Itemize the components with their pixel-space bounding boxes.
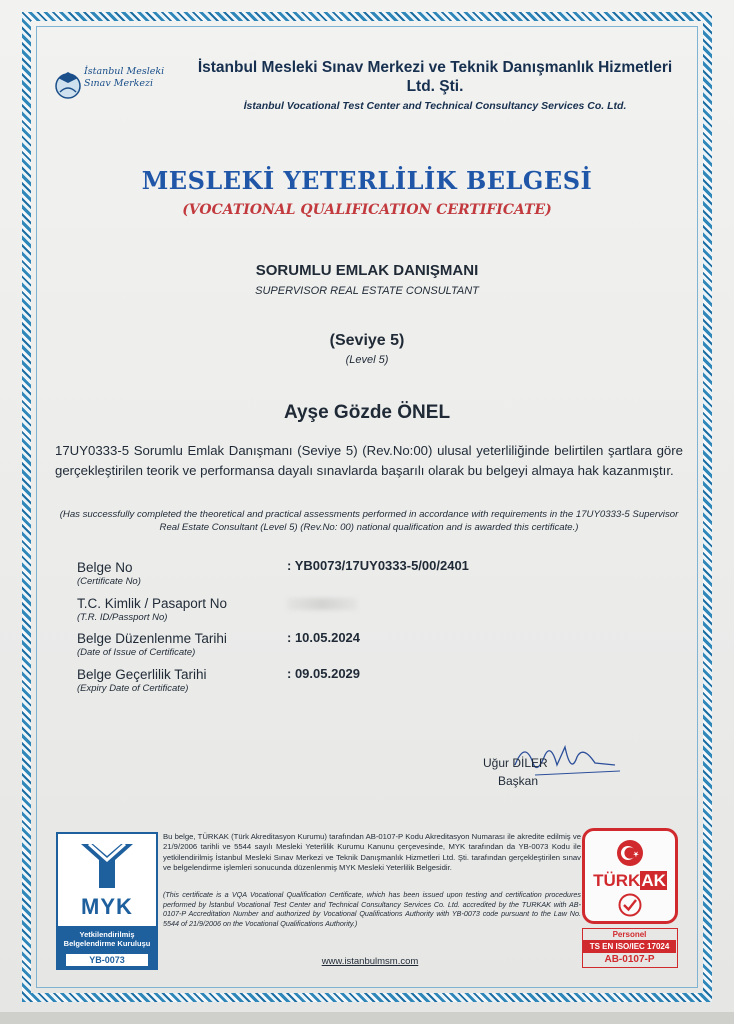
qualification-level: (Seviye 5) [329, 332, 405, 349]
turkak-code: AB-0107-P [604, 954, 655, 965]
field-certificate-no [77, 560, 297, 587]
turkak-badge [582, 828, 678, 924]
turkak-standard: TS EN ISO/IEC 17024 [583, 940, 676, 953]
expiry-date-value: : 09.05.2029 [287, 666, 361, 681]
website-link[interactable]: www.istanbulmsm.com [321, 956, 419, 967]
accreditation-text-en: (This certificate is a VQA Vocational Qualification Certificate, which has been issued upon testing and certification procedures performed by İstanbul Vocational Test Center and Technical Consultancy Services Co. Ltd. accredited by the TURKAK with AB-0107-P Accreditation Number and authorized by Vocational Qualifications Authority with YB-0073 code pursuant to the Law No. 5544 of 21/9/2006 on the Vocational Qualifications Authority.) [163, 890, 581, 928]
crescent-star-icon [616, 839, 644, 867]
field-label-en: (Expiry Date of Certificate) [77, 683, 189, 694]
signatory-title: Başkan [498, 774, 539, 788]
turkak-word [585, 871, 675, 891]
field-label-en: (T.R. ID/Passport No) [77, 612, 168, 623]
myk-authorized-line2: Belgelendirme Kuruluşu [63, 939, 151, 948]
field-label-en: (Date of Issue of Certificate) [77, 647, 196, 658]
accreditation-text-tr: Bu belge, TÜRKAK (Türk Akreditasyon Kurumu) tarafından AB-0107-P Kodu Akreditasyon Numarası ile akredite edilmiş ve 21/9/2006 tarihli ve 5544 sayılı Mesleki Yeterlilik Kurumu Kanunu çerçevesinde, MYK tarafından da YB-0073 Kodu ile yetkilendirilmiş İstanbul Mesleki Sınav Merkezi ve Teknik Danışmanlık Hizmetleri Ltd. Şti. tarafından gerçekleştirilen sınav ve belgelendirme işlemleri sonucunda düzenlenmiş MYK Mesleki Yeterlilik Belgesidir. [163, 832, 581, 873]
id-no-redacted [287, 598, 357, 610]
certificate-title: MESLEKİ YETERLİLİK BELGESİ [141, 166, 593, 195]
bottom-strip [0, 1012, 734, 1024]
issue-date-value: : 10.05.2024 [287, 630, 361, 645]
signatory-name: Uğur DİLER [483, 756, 548, 770]
myk-badge [56, 832, 158, 970]
field-label: Belge No [77, 560, 133, 575]
organization-name-en: İstanbul Vocational Test Center and Technical Consultancy Services Co. Ltd. [243, 100, 627, 112]
turkak-word-a: TÜRK [593, 871, 641, 890]
field-expiry-date [77, 667, 297, 694]
statement-tr: 17UY0333-5 Sorumlu Emlak Danışmanı (Seviye 5) (Rev.No:00) ulusal yeterliliğinde belirtilen şartlara göre gerçekleştirilen teorik ve performansa dayalı sınavlarda başarılı olarak bu belgeyi almaya hak kazanmıştır. [55, 443, 683, 478]
logo-text [84, 66, 174, 90]
field-label-en: (Certificate No) [77, 576, 141, 587]
certificate-title-en: (VOCATIONAL QUALIFICATION CERTIFICATE) [182, 202, 552, 218]
myk-logo-area [58, 834, 156, 926]
qualification-name: SORUMLU EMLAK DANIŞMANI [255, 262, 479, 279]
field-label: T.C. Kimlik / Pasaport No [77, 596, 228, 611]
qualification-name-en: SUPERVISOR REAL ESTATE CONSULTANT [255, 285, 479, 297]
certificate-no-value: : YB0073/17UY0333-5/00/2401 [287, 558, 469, 573]
field-label: Belge Geçerlilik Tarihi [77, 667, 207, 682]
field-issue-date [77, 631, 297, 658]
qualification-level-en: (Level 5) [345, 354, 389, 366]
myk-word: MYK [81, 894, 133, 919]
field-label: Belge Düzenlenme Tarihi [77, 631, 227, 646]
checkmark-icon [618, 893, 642, 917]
myk-logo-icon [77, 840, 137, 892]
myk-code: YB-0073 [66, 954, 148, 966]
statement-en: (Has successfully completed the theoretical and practical assessments performed in accordance with requirements in the 17UY0333-5 Supervisor Real Estate Consultant (Level 5) (Rev.No: 00) national qualification and is awarded this certificate.) [59, 509, 679, 533]
logo-text-line2: Sınav Merkezi [84, 78, 154, 89]
myk-authorized-text [58, 930, 156, 948]
organization-name: İstanbul Mesleki Sınav Merkezi ve Teknik Danışmanlık Hizmetleri Ltd. Şti. [197, 59, 673, 95]
turkak-accreditation-box [582, 928, 678, 968]
field-id-no [77, 596, 297, 623]
turkak-word-b: AK [641, 871, 666, 890]
logo-text-line1: İstanbul Mesleki [84, 66, 165, 77]
turkak-type: Personel [612, 930, 647, 939]
myk-authorized-line1: Yetkilendirilmiş [79, 930, 135, 939]
holder-name: Ayşe Gözde ÖNEL [283, 402, 451, 423]
